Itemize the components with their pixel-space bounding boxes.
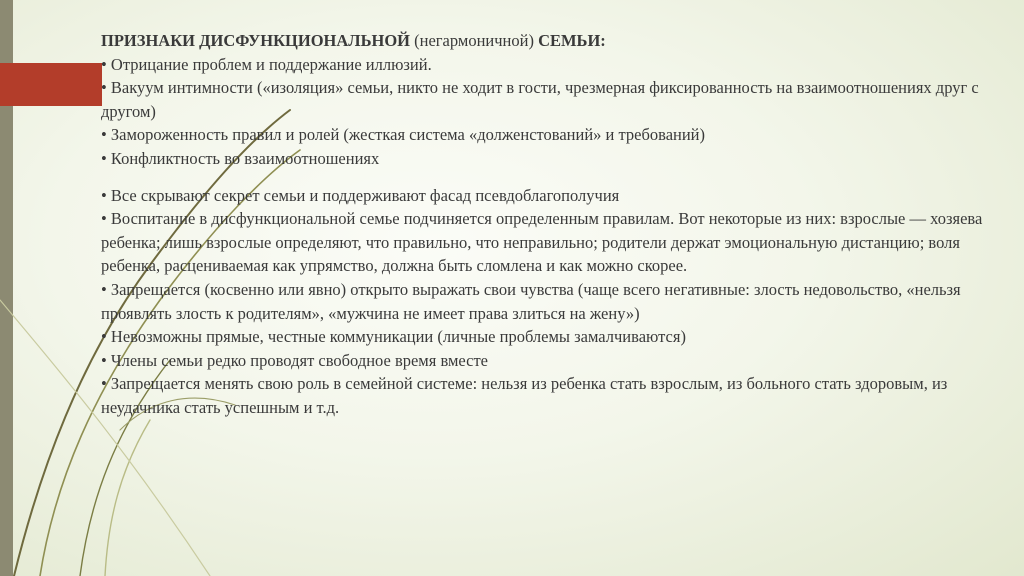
bullet-item: • Конфликтность во взаимоотношениях [101,148,380,168]
bullet-item: • Отрицание проблем и поддержание иллюзий. [101,54,432,74]
title-end: СЕМЬИ: [538,31,606,50]
bullet-item: • Замороженность правил и ролей (жесткая система «долженстований» и требований) [101,125,705,145]
bullet-item: • Воспитание в дисфункциональной семье подчиняется определенным правилам. Вот некоторые из них: взрослые — хозяева ребенка; лишь взрослые определяют, что правильно, что неправильно; родители держат эмоциональную дистанцию; воля ребенка, расцениваемая как упрямство, должна быть сломлена и как можно скорее. [101,209,983,276]
red-accent-tab [0,63,102,106]
slide-title [101,29,1006,53]
bullet-item: • Запрещается (косвенно или явно) открыто выражать свои чувства (чаще всего негативные: злость недовольство, «нельзя проявлять злость к родителям», «мужчина не имеет права злиться на жену») [101,279,961,323]
slide-content [101,29,1006,420]
title-main: ПРИЗНАКИ ДИСФУНКЦИОНАЛЬНОЙ [101,31,411,50]
title-parenthetical: (негармоничной) [414,31,534,50]
bullet-item: • Запрещается менять свою роль в семейной системе: нельзя из ребенка стать взрослым, из больного стать здоровым, из неудачника стать успешным и т.д. [101,374,948,417]
bullet-item: • Вакуум интимности («изоляция» семьи, никто не ходит в гости, чрезмерная фиксированность на взаимоотношениях друг с другом) [101,78,979,121]
paragraph-gap [101,171,1006,184]
bullet-item: • Члены семьи редко проводят свободное время вместе [101,350,489,370]
bullet-item: • Все скрывают секрет семьи и поддерживают фасад псевдоблагополучия [101,185,620,205]
bullet-item: • Невозможны прямые, честные коммуникации (личные проблемы замалчиваются) [101,327,686,347]
